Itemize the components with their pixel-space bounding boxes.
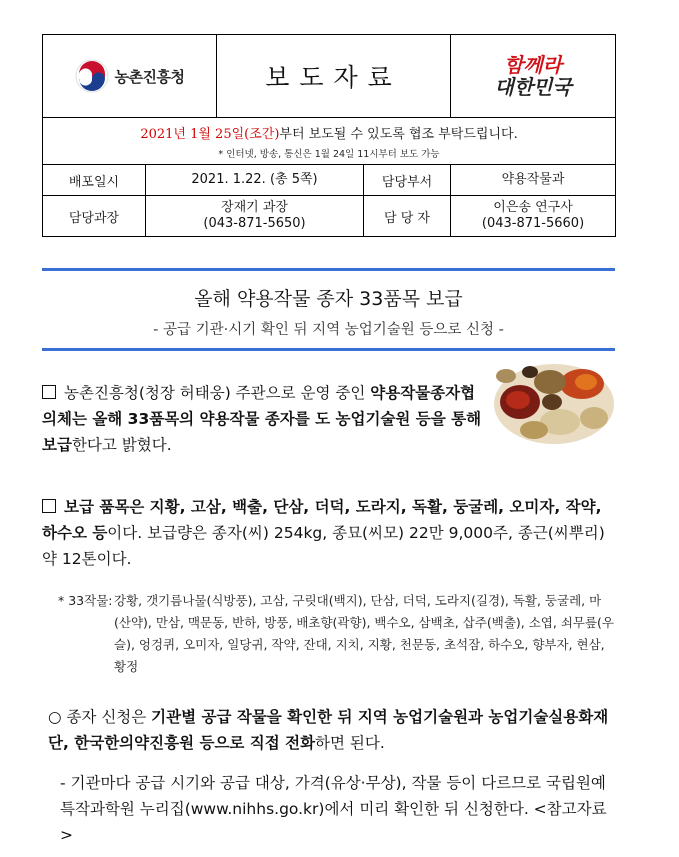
division-name: 장재기 과장: [221, 200, 288, 215]
paragraph-2: [42, 494, 618, 572]
person-phone: (043-871-5660): [481, 216, 585, 231]
header-table: [42, 34, 616, 237]
p3-part-c: 하면 된다.: [315, 734, 385, 752]
paragraph-3: [48, 704, 618, 756]
p1-part-a: 농촌진흥청(청장 허태웅) 주관으로 운영 중인: [64, 384, 371, 402]
value-person: [451, 196, 616, 237]
person-name: 이은송 연구사: [493, 200, 573, 215]
taegeuk-logo-icon: [75, 59, 109, 93]
value-date: 2021. 1.22. (총 5쪽): [146, 165, 364, 196]
doc-type-title: 보도자료: [217, 35, 451, 118]
embargo-text: 부터 보도될 수 있도록 협조 부탁드립니다.: [279, 126, 518, 142]
label-date: 배포일시: [43, 165, 146, 196]
label-person: 담 당 자: [364, 196, 451, 237]
headline-subtitle: - 공급 기관·시기 확인 뒤 지역 농업기술원 등으로 신청 -: [153, 322, 504, 338]
org-name: 농촌진흥청: [114, 67, 185, 86]
label-division: 담당과장: [43, 196, 146, 237]
p3-part-b: 기관별 공급 작물을 확인한 뒤 지역 농업기술원과 농업기술실용화재단, 한국한의약진흥원 등으로 직접 전화: [48, 708, 609, 752]
top-rule: [42, 268, 615, 271]
paragraph-4: - 기관마다 공급 시기와 공급 대상, 가격(유상·무상), 작물 등이 다르므로 국립원예특작과학원 누리집(www.nihhs.go.kr)에서 미리 확인한 뒤 신청한다. <참고자료>: [60, 774, 607, 844]
p3-part-a: ○ 종자 신청은: [48, 708, 152, 726]
p1-part-b: 약용작물종자협의체는 올해 33품목의 약용작물 종자를 도 농업기술원 등을 통해 보급: [42, 384, 482, 454]
p2-part-b: 이다. 보급량은 종자(씨) 254kg, 종묘(씨모) 22만 9,000주, 종근(씨뿌리) 약 12톤이다.: [42, 524, 605, 568]
slogan-line1: 함께라: [504, 53, 563, 77]
org-logo: [43, 59, 216, 93]
embargo-notice: [43, 118, 616, 165]
headline-title: 올해 약용작물 종자 33품목 보급: [194, 288, 463, 310]
p2-part-a: 보급 품목은 지황, 고삼, 백출, 단삼, 더덕, 도라지, 독활, 둥굴레, 오미자, 작약, 하수오 등: [42, 498, 602, 542]
value-division: [146, 196, 364, 237]
value-dept: 약용작물과: [451, 165, 616, 196]
slogan-cell: [451, 35, 616, 118]
org-logo-cell: [43, 35, 217, 118]
p1-part-c: 한다고 밝혔다.: [71, 436, 172, 454]
embargo-date: 2021년 1월 25일(조간): [140, 126, 280, 142]
medicinal-herbs-photo: [490, 352, 618, 448]
checkbox-bullet-icon: [42, 499, 56, 513]
checkbox-bullet-icon: [42, 385, 56, 399]
bottom-rule: [42, 348, 615, 351]
label-dept: 담당부서: [364, 165, 451, 196]
embargo-subnote: * 인터넷, 방송, 통신은 1월 24일 11시부터 보도 가능: [218, 148, 440, 160]
division-phone: (043-871-5650): [203, 216, 306, 231]
slogan-logo: [451, 54, 615, 98]
note-crop-list: 강황, 갯기름나물(식방풍), 고삼, 구릿대(백지), 단삼, 더덕, 도라지(길경), 독활, 둥굴레, 마(산약), 만삼, 맥문동, 반하, 방풍, 배초향(곽향), 백수오, 삼백초, 삽주(백출), 소엽, 쇠무릎(우슬), 엉겅퀴, 오미자, 일당귀, 작약, 잔대, 지치, 지황, 천문동, 초석잠, 하수오, 향부자, 현삼, 황정: [114, 593, 615, 674]
note-label: * 33작물:: [58, 593, 113, 608]
slogan-line2: 대한민국: [494, 75, 572, 99]
paragraph-1: [42, 380, 482, 458]
